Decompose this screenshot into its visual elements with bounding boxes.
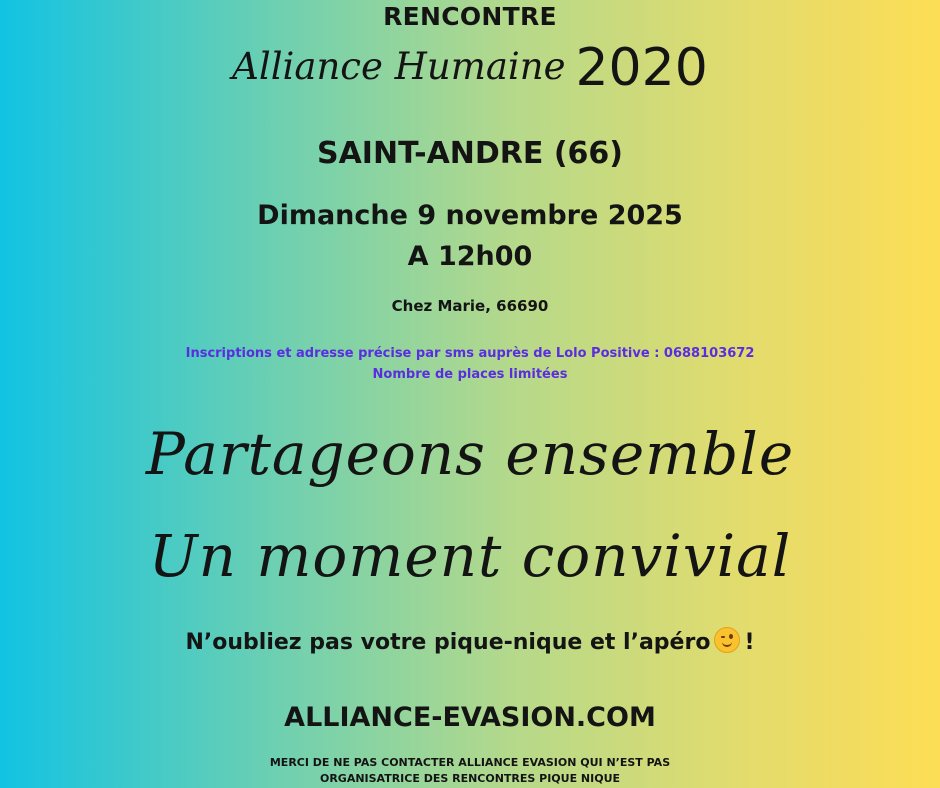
limited-places-text: Nombre de places limitées	[372, 367, 568, 382]
event-time: A 12h00	[407, 241, 533, 272]
event-name: Alliance Humaine	[232, 45, 566, 88]
city-heading: SAINT-ANDRE (66)	[316, 136, 624, 171]
reminder-text: N’oubliez pas votre pique-nique et l’apéro	[185, 630, 711, 655]
website-link[interactable]: ALLIANCE-EVASION.COM	[284, 702, 656, 733]
registration-text: Inscriptions et adresse précise par sms auprès de Lolo Positive : 0688103672	[185, 346, 755, 361]
winking-face-icon	[714, 627, 740, 653]
disclaimer	[0, 755, 940, 787]
reminder-suffix: !	[744, 630, 755, 655]
header-title: RENCONTRE	[383, 2, 557, 31]
event-date: Dimanche 9 novembre 2025	[257, 200, 683, 231]
slogan-line-2: Un moment convivial	[148, 522, 792, 590]
disclaimer-line-2: ORGANISATRICE DES RENCONTRES PIQUE NIQUE	[319, 772, 621, 785]
disclaimer-line-1: MERCI DE NE PAS CONTACTER ALLIANCE EVASION QUI N’EST PAS	[269, 756, 671, 769]
slogan-line-1: Partageons ensemble	[145, 420, 795, 488]
registration-info	[0, 343, 940, 385]
event-title	[0, 38, 940, 108]
event-year: 2020	[575, 38, 708, 98]
reminder	[0, 627, 940, 655]
event-place: Chez Marie, 66690	[391, 297, 549, 315]
